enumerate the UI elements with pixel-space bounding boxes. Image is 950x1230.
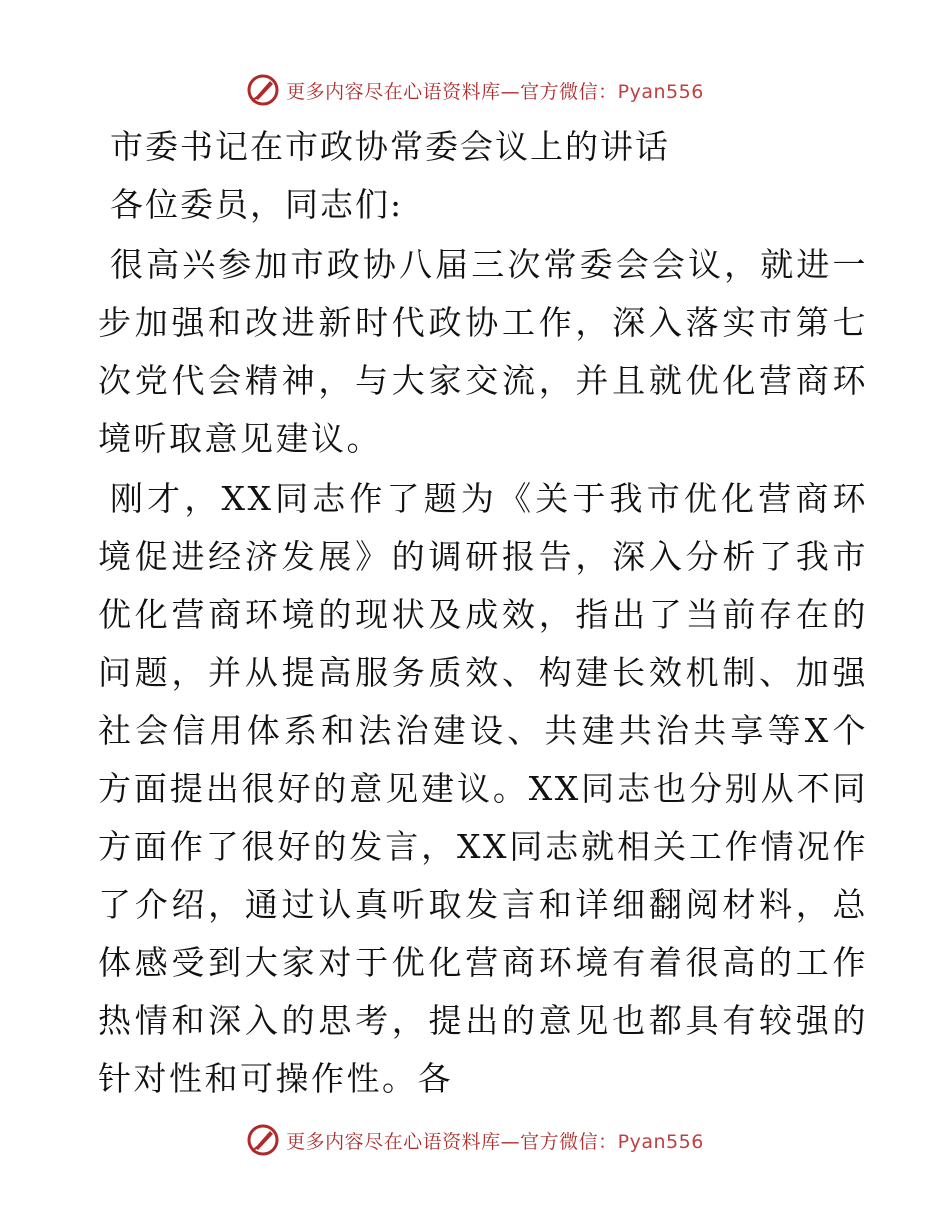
watermark-text xyxy=(286,1127,704,1154)
paragraph-1: 很高兴参加市政协八届三次常委会会议，就进一步加强和改进新时代政协工作，深入落实市第七次党代会精神，与大家交流，并且就优化营商环境听取意见建议。 xyxy=(98,245,868,458)
watermark-label: 更多内容尽在心语资料库—官方微信： xyxy=(286,1130,618,1153)
paragraph-2: 刚才，XX同志作了题为《关于我市优化营商环境促进经济发展》的调研报告，深入分析了我市优化营商环境的现状及成效，指出了当前存在的问题，并从提高服务质效、构建长效机制、加强社会信用体系和法治建设、共建共治共享等X个方面提出很好的意见建议。XX同志也分别从不同方面作了很好的发言，XX同志就相关工作情况作了介绍，通过认真听取发言和详细翻阅材料，总体感受到大家对于优化营商环境有着很高的工作热情和深入的思考，提出的意见也都具有较强的针对性和可操作性。各 xyxy=(98,479,868,1098)
header-watermark-banner xyxy=(0,70,950,110)
document-title: 市委书记在市政协常委会议上的讲话 xyxy=(110,127,670,166)
document-body xyxy=(98,118,868,1108)
watermark-text xyxy=(286,77,704,104)
footer-watermark-banner xyxy=(0,1120,950,1160)
quill-logo-icon xyxy=(246,1123,280,1157)
watermark-label: 更多内容尽在心语资料库—官方微信： xyxy=(286,80,618,103)
wechat-handle: Pyan556 xyxy=(617,80,704,103)
salutation: 各位委员，同志们: xyxy=(110,185,404,224)
wechat-handle: Pyan556 xyxy=(617,1130,704,1153)
quill-logo-icon xyxy=(246,73,280,107)
